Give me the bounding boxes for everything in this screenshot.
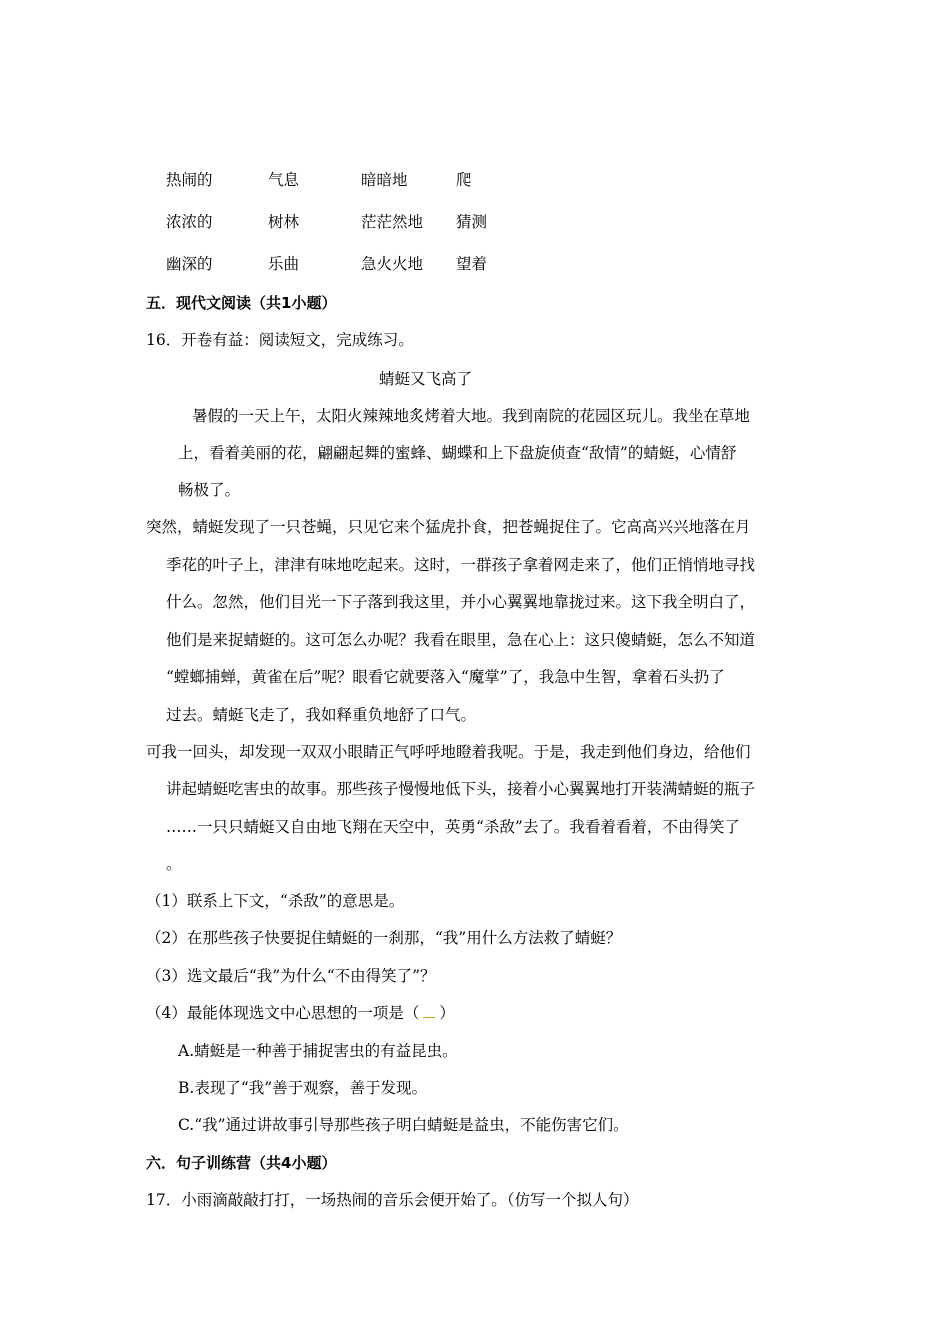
word-cell: 气息	[268, 171, 300, 189]
passage-line: 讲起蜻蜓吃害虫的故事。那些孩子慢慢地低下头，接着小心翼翼地打开装满蜻蜓的瓶子	[166, 780, 756, 798]
word-cell: 急火火地	[361, 255, 424, 273]
question-17: 17．小雨滴敲敲打打，一场热闹的音乐会便开始了。（仿写一个拟人句）	[146, 1191, 639, 1209]
word-cell: 树林	[268, 213, 300, 231]
question-16: 16．开卷有益：阅读短文，完成练习。	[146, 331, 414, 349]
passage-line: “螳螂捕蝉，黄雀在后”呢？眼看它就要落入“魔掌”了，我急中生智，拿着石头扔了	[166, 668, 725, 686]
sub-question-4-text: （4）最能体现选文中心思想的一项是（	[146, 1004, 420, 1022]
option-b: B.表现了“我”善于观察，善于发现。	[178, 1079, 428, 1097]
passage-line: 突然，蜻蜓发现了一只苍蝇，只见它来个猛虎扑食，把苍蝇捉住了。它高高兴兴地落在月	[146, 518, 751, 536]
sub-question-4-close: ）	[439, 1004, 455, 1022]
word-cell: 茫茫然地	[361, 213, 424, 231]
answer-blank[interactable]	[423, 1007, 435, 1018]
passage-line: ……一只只蜻蜓又自由地飞翔在天空中，英勇“杀敌”去了。我看着看着，不由得笑了	[166, 818, 740, 836]
sub-question-4	[146, 1003, 455, 1023]
word-cell: 乐曲	[268, 255, 300, 273]
word-cell: 猜测	[456, 213, 488, 231]
word-cell: 幽深的	[166, 255, 213, 273]
passage-line: 上，看着美丽的花，翩翩起舞的蜜蜂、蝴蝶和上下盘旋侦查“敌情”的蜻蜓，心情舒	[178, 444, 737, 462]
option-a: A.蜻蜓是一种善于捕捉害虫的有益昆虫。	[178, 1042, 458, 1060]
passage-line: 畅极了。	[178, 481, 241, 499]
passage-line: 季花的叶子上，津津有味地吃起来。这时，一群孩子拿着网走来了，他们正悄悄地寻找	[166, 556, 756, 574]
option-c: C.“我”通过讲故事引导那些孩子明白蜻蜓是益虫，不能伤害它们。	[178, 1116, 629, 1134]
passage-line: 。	[166, 855, 182, 873]
sub-question-2: （2）在那些孩子快要捉住蜻蜓的一刹那，“我”用什么方法救了蜻蜓？	[146, 929, 622, 947]
word-cell: 望着	[456, 255, 488, 273]
passage-line: 过去。蜻蜓飞走了，我如释重负地舒了口气。	[166, 706, 477, 724]
passage-line: 他们是来捉蜻蜓的。这可怎么办呢？我看在眼里，急在心上：这只傻蜻蜓，怎么不知道	[166, 631, 756, 649]
word-cell: 爬	[456, 171, 472, 189]
sub-question-1: （1）联系上下文，“杀敌”的意思是。	[146, 892, 405, 910]
passage-line: 什么。忽然，他们目光一下子落到我这里，并小心翼翼地靠拢过来。这下我全明白了，	[166, 593, 756, 611]
word-cell: 暗暗地	[361, 171, 408, 189]
passage-line: 可我一回头，却发现一双双小眼睛正气呼呼地瞪着我呢。于是，我走到他们身边，给他们	[146, 743, 751, 761]
word-cell: 浓浓的	[166, 213, 213, 231]
section-heading: 五．现代文阅读（共1小题）	[146, 294, 337, 312]
sub-question-3: （3）选文最后“我”为什么“不由得笑了”？	[146, 967, 436, 985]
passage-line: 暑假的一天上午，太阳火辣辣地炙烤着大地。我到南院的花园区玩儿。我坐在草地	[192, 407, 751, 425]
section-heading: 六．句子训练营（共4小题）	[146, 1154, 337, 1172]
word-cell: 热闹的	[166, 171, 213, 189]
passage-title: 蜻蜓又飞高了	[379, 370, 473, 388]
